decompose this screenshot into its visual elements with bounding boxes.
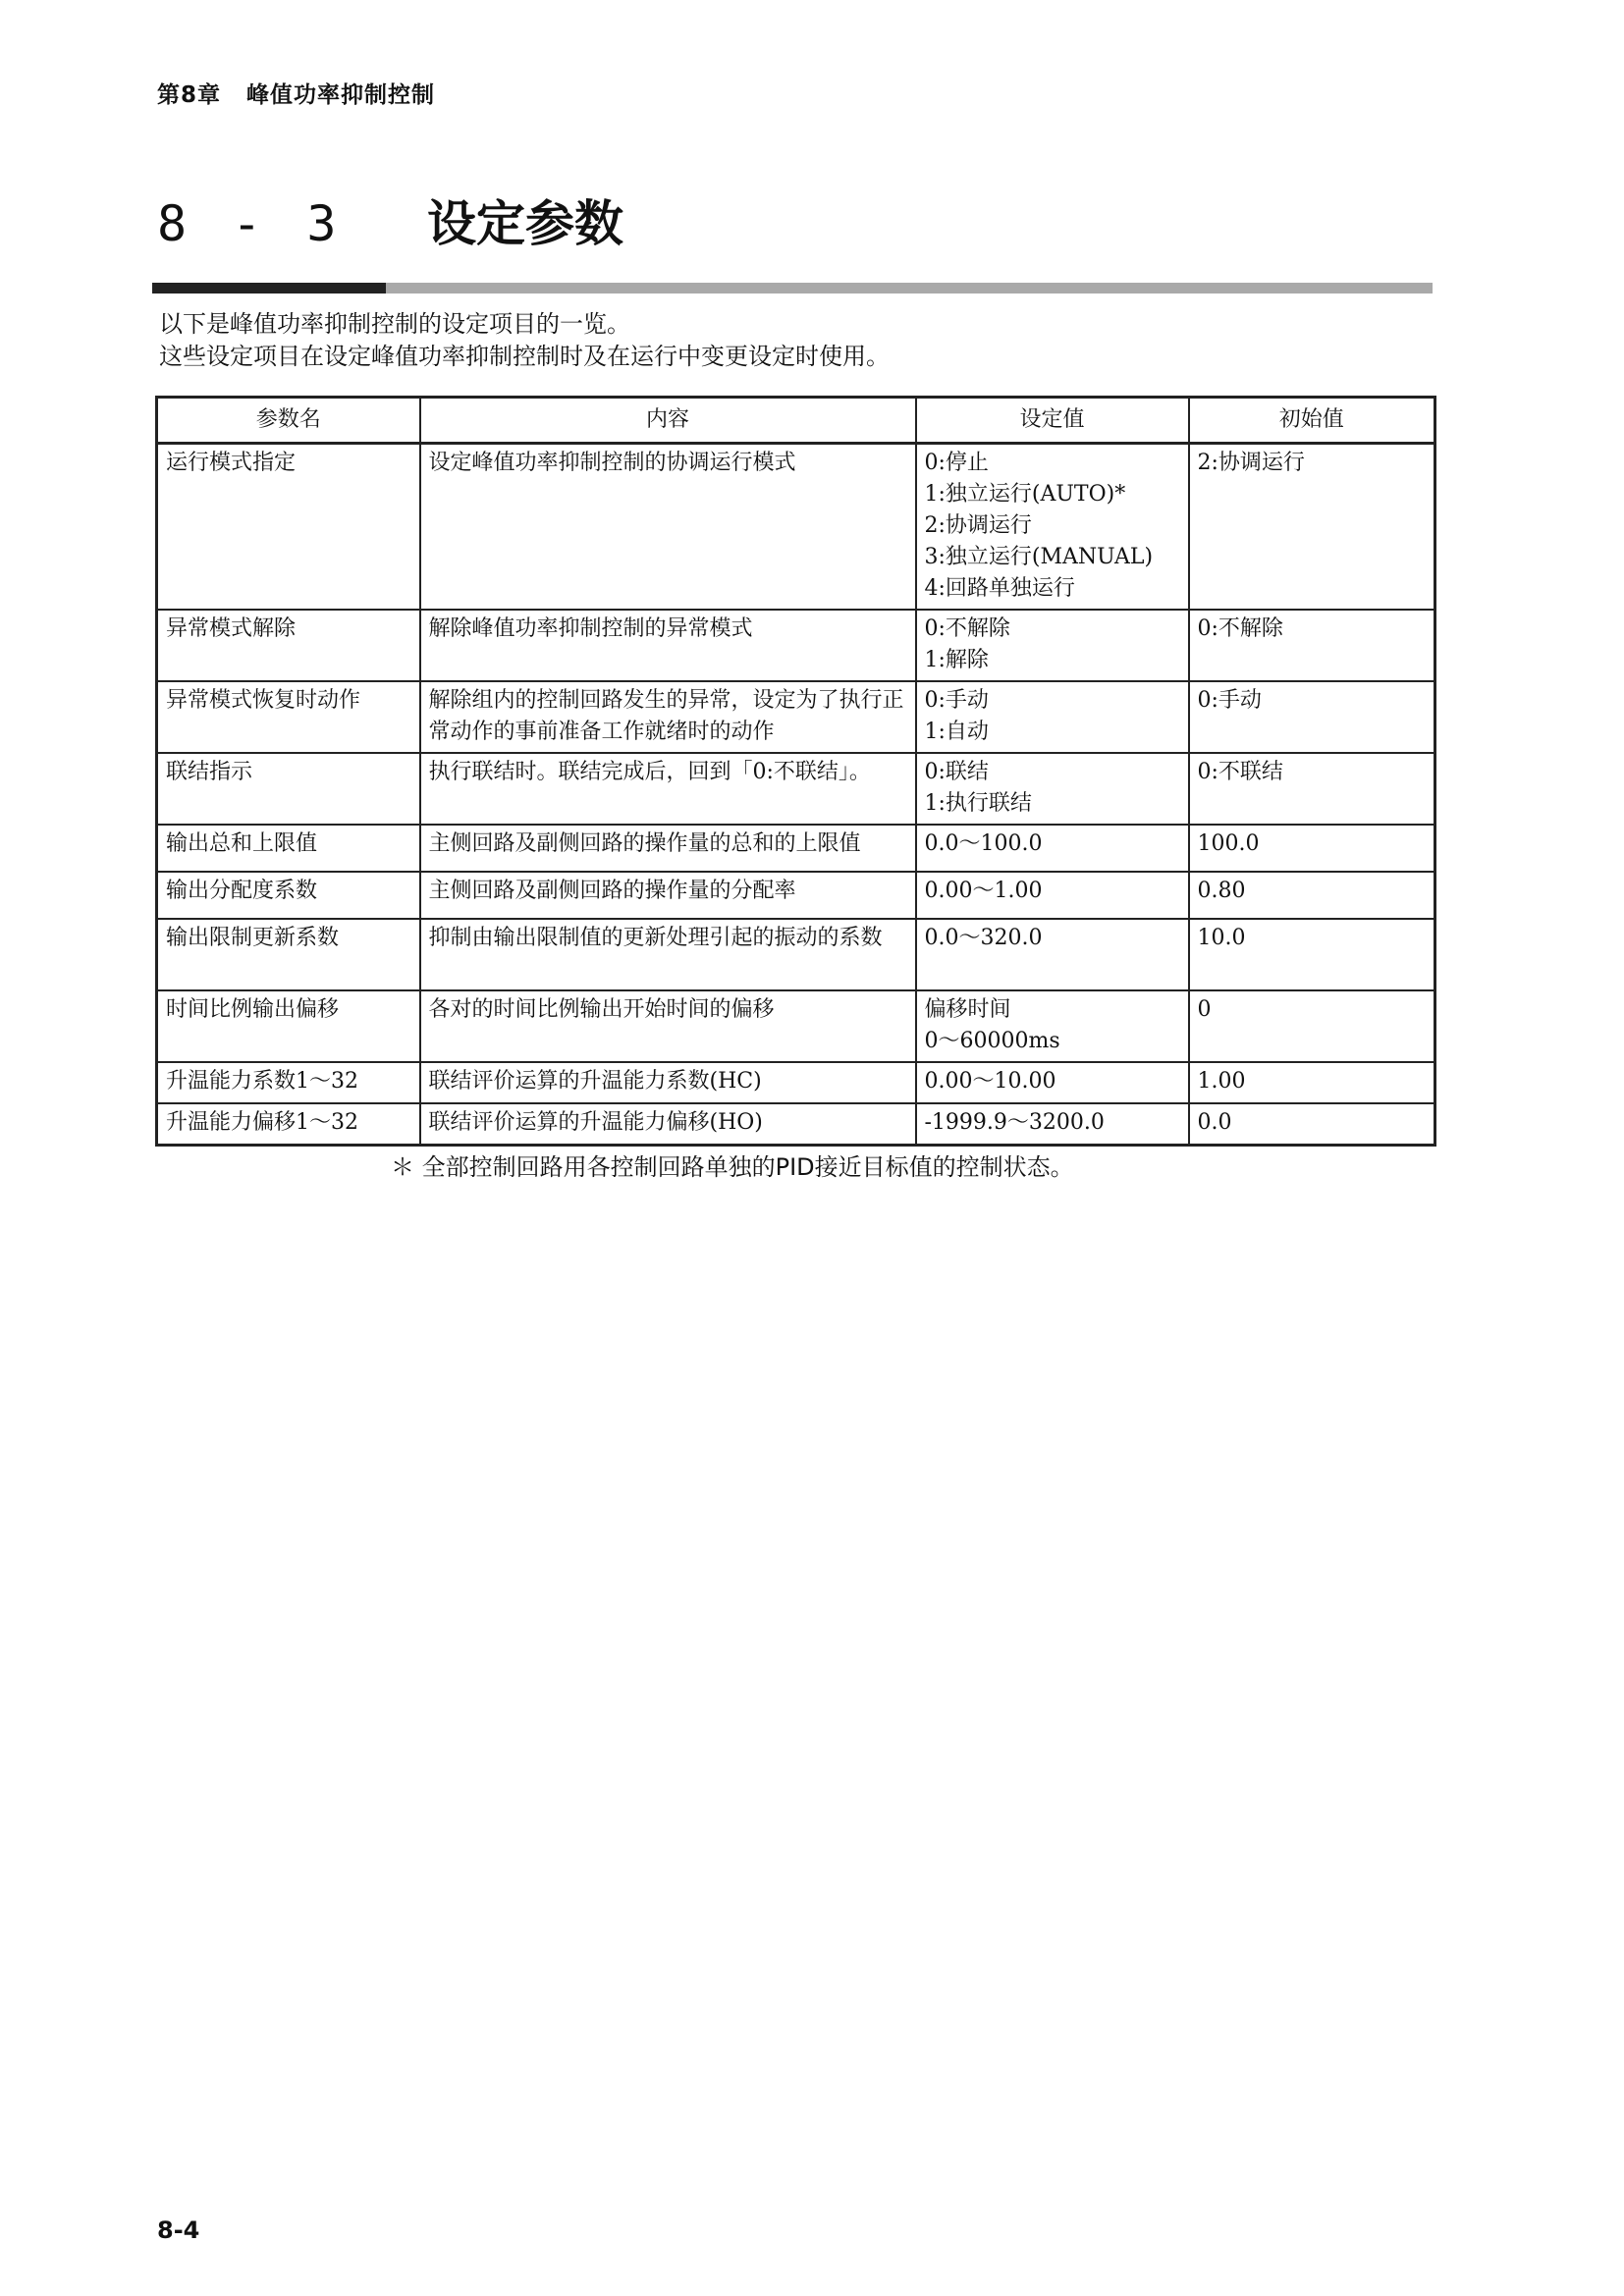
- parameter-content: 设定峰值功率抑制控制的协调运行模式: [420, 444, 916, 611]
- table-row: [157, 681, 1435, 753]
- parameter-initial: 1.00: [1189, 1062, 1435, 1103]
- setting-line: 偏移时间: [924, 997, 1011, 1022]
- parameter-setting: [916, 753, 1189, 825]
- parameter-name: 升温能力系数1～32: [157, 1062, 420, 1103]
- parameter-content: 主侧回路及副侧回路的操作量的总和的上限值: [420, 825, 916, 872]
- setting-line: 0～60000ms: [924, 1029, 1060, 1053]
- table-row: [157, 610, 1435, 681]
- running-header: [157, 77, 435, 109]
- parameter-name: 异常模式恢复时动作: [157, 681, 420, 753]
- table-row: [157, 444, 1435, 611]
- parameter-setting: [916, 681, 1189, 753]
- parameter-setting: [916, 990, 1189, 1062]
- section-title: [157, 194, 623, 253]
- parameter-name: 运行模式指定: [157, 444, 420, 611]
- parameter-content: 抑制由输出限制值的更新处理引起的振动的系数: [420, 919, 916, 990]
- chapter-title: 峰值功率抑制控制: [246, 82, 436, 108]
- intro-line: 以下是峰值功率抑制控制的设定项目的一览。: [159, 310, 630, 338]
- setting-line: 0:不解除: [924, 616, 1010, 641]
- setting-line: 1:自动: [924, 720, 989, 744]
- parameter-initial: 0:手动: [1189, 681, 1435, 753]
- parameter-setting: [916, 1103, 1189, 1145]
- parameter-content: 主侧回路及副侧回路的操作量的分配率: [420, 872, 916, 919]
- parameter-content: 执行联结时。联结完成后，回到「0:不联结」。: [420, 753, 916, 825]
- setting-line: 0.00～1.00: [924, 879, 1043, 903]
- section-number: 8 - 3: [157, 195, 345, 252]
- table-row: [157, 990, 1435, 1062]
- parameter-name: 输出总和上限值: [157, 825, 420, 872]
- setting-line: 4:回路单独运行: [924, 576, 1075, 601]
- setting-line: 0:停止: [924, 451, 989, 475]
- parameter-name: 时间比例输出偏移: [157, 990, 420, 1062]
- header-content: 内容: [420, 398, 916, 444]
- intro-text: [159, 308, 890, 373]
- parameter-initial: 0: [1189, 990, 1435, 1062]
- parameter-setting: [916, 872, 1189, 919]
- table-row: [157, 872, 1435, 919]
- parameter-initial: 100.0: [1189, 825, 1435, 872]
- parameter-content: 解除峰值功率抑制控制的异常模式: [420, 610, 916, 681]
- parameter-initial: 2:协调运行: [1189, 444, 1435, 611]
- parameter-initial: 0:不联结: [1189, 753, 1435, 825]
- section-title-rule: [152, 283, 1433, 294]
- parameter-name: 异常模式解除: [157, 610, 420, 681]
- parameter-setting: [916, 919, 1189, 990]
- page-number: 8-4: [157, 2216, 200, 2244]
- intro-line: 这些设定项目在设定峰值功率抑制控制时及在运行中变更设定时使用。: [159, 343, 890, 370]
- parameter-name: 输出分配度系数: [157, 872, 420, 919]
- table-footnote: ＊ 全部控制回路用各控制回路单独的PID接近目标值的控制状态。: [391, 1153, 1074, 1181]
- setting-line: 1:执行联结: [924, 791, 1032, 816]
- setting-line: 0.0～100.0: [924, 831, 1043, 856]
- parameter-table: [155, 396, 1436, 1147]
- header-setting-value: 设定值: [916, 398, 1189, 444]
- parameter-setting: [916, 610, 1189, 681]
- table-row: [157, 919, 1435, 990]
- setting-line: 0.0～320.0: [924, 926, 1043, 950]
- setting-line: 0:手动: [924, 688, 989, 713]
- table-row: [157, 1103, 1435, 1145]
- setting-line: 0:联结: [924, 760, 989, 784]
- header-parameter-name: 参数名: [157, 398, 420, 444]
- table-row: [157, 825, 1435, 872]
- parameter-initial: 10.0: [1189, 919, 1435, 990]
- parameter-name: 输出限制更新系数: [157, 919, 420, 990]
- parameter-name: 升温能力偏移1～32: [157, 1103, 420, 1145]
- header-initial-value: 初始值: [1189, 398, 1435, 444]
- setting-line: 1:独立运行(AUTO)*: [924, 482, 1126, 507]
- setting-line: 0.00～10.00: [924, 1069, 1056, 1094]
- parameter-initial: 0.0: [1189, 1103, 1435, 1145]
- parameter-content: 联结评价运算的升温能力偏移(HO): [420, 1103, 916, 1145]
- setting-line: 2:协调运行: [924, 513, 1032, 538]
- setting-line: -1999.9～3200.0: [924, 1110, 1105, 1135]
- setting-line: 1:解除: [924, 648, 989, 672]
- parameter-setting: [916, 444, 1189, 611]
- table-header-row: [157, 398, 1435, 444]
- parameter-initial: 0.80: [1189, 872, 1435, 919]
- parameter-initial: 0:不解除: [1189, 610, 1435, 681]
- parameter-content: 联结评价运算的升温能力系数(HC): [420, 1062, 916, 1103]
- setting-line: 3:独立运行(MANUAL): [924, 545, 1154, 569]
- table-row: [157, 1062, 1435, 1103]
- chapter-number: 第8章: [157, 82, 222, 108]
- section-heading: 设定参数: [427, 195, 623, 252]
- parameter-content: 各对的时间比例输出开始时间的偏移: [420, 990, 916, 1062]
- parameter-setting: [916, 1062, 1189, 1103]
- parameter-content: 解除组内的控制回路发生的异常，设定为了执行正常动作的事前准备工作就绪时的动作: [420, 681, 916, 753]
- parameter-name: 联结指示: [157, 753, 420, 825]
- parameter-setting: [916, 825, 1189, 872]
- table-row: [157, 753, 1435, 825]
